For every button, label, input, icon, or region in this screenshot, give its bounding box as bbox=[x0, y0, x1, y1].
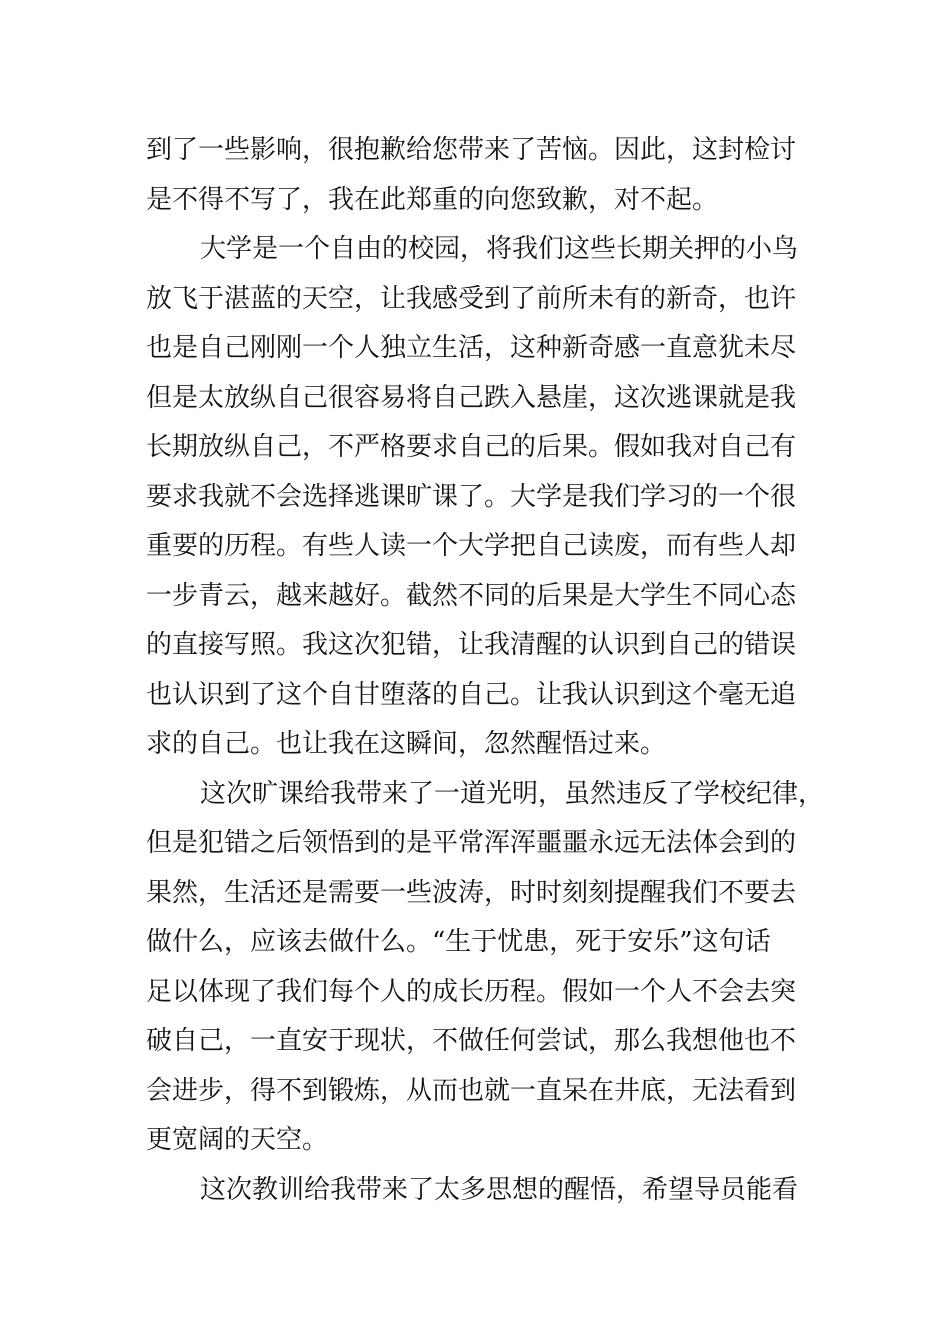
text-line: 破自己，一直安于现状，不做任何尝试，那么我想他也不 bbox=[146, 1026, 797, 1056]
text-line: 更宽阔的天空。 bbox=[146, 1125, 329, 1155]
text-line: 做什么，应该去做什么。“生于忧患，死于安乐”这句话 bbox=[146, 927, 771, 957]
text-line: 要求我就不会选择逃课旷课了。大学是我们学习的一个很 bbox=[146, 481, 797, 512]
text-line: 到了一些影响，很抱歉给您带来了苦恼。因此，这封检讨 bbox=[146, 135, 797, 165]
text-line: 求的自己。也让我在这瞬间，忽然醒悟过来。 bbox=[146, 729, 667, 759]
text-line: 会进步，得不到锻炼，从而也就一直呆在井底，无法看到 bbox=[146, 1075, 797, 1106]
paragraph-first-line: 这次旷课给我带来了一道光明，虽然违反了学校纪律， bbox=[200, 778, 825, 809]
text-line: 也认识到了这个自甘堕落的自己。让我认识到这个毫无追 bbox=[146, 679, 797, 710]
paragraph-first-line: 大学是一个自由的校园，将我们这些长期关押的小鸟 bbox=[200, 234, 799, 264]
document-body bbox=[146, 126, 825, 1215]
text-line: 长期放纵自己，不严格要求自己的后果。假如我对自己有 bbox=[146, 432, 797, 462]
text-line: 一步青云，越来越好。截然不同的后果是大学生不同心态 bbox=[146, 580, 797, 611]
text-line: 是不得不写了，我在此郑重的向您致歉，对不起。 bbox=[146, 184, 719, 215]
text-line: 重要的历程。有些人读一个大学把自己读废，而有些人却 bbox=[146, 531, 797, 561]
text-line: 果然，生活还是需要一些波涛，时时刻刻提醒我们不要去 bbox=[146, 877, 797, 908]
paragraph-first-line: 这次教训给我带来了太多思想的醒悟，希望导员能看 bbox=[200, 1174, 799, 1205]
text-line: 放飞于湛蓝的天空，让我感受到了前所未有的新奇，也许 bbox=[146, 283, 797, 314]
text-line: 足以体现了我们每个人的成长历程。假如一个人不会去突 bbox=[146, 976, 797, 1007]
text-line: 但是犯错之后领悟到的是平常浑浑噩噩永远无法体会到的 bbox=[146, 828, 797, 858]
text-line: 但是太放纵自己很容易将自己跌入悬崖，这次逃课就是我 bbox=[146, 382, 797, 413]
text-line: 的直接写照。我这次犯错，让我清醒的认识到自己的错误 bbox=[146, 630, 797, 660]
text-line: 也是自己刚刚一个人独立生活，这种新奇感一直意犹未尽 bbox=[146, 333, 797, 363]
